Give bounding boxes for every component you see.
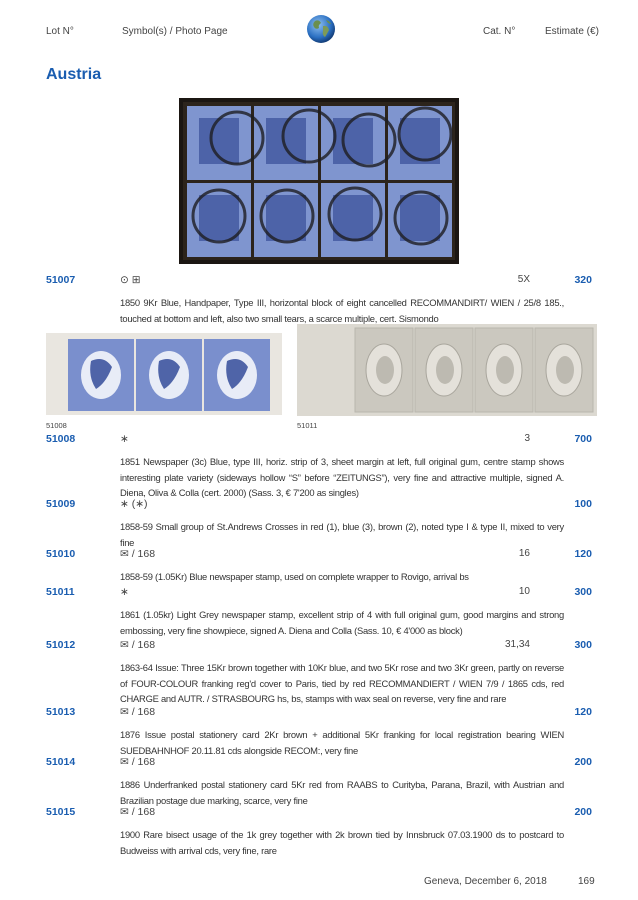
- lot-number: 51008: [46, 433, 76, 445]
- globe-icon: [306, 14, 336, 44]
- lot-symbols: ✉ / 168: [120, 706, 156, 718]
- lot-description: 1863-64 Issue: Three 15Kr brown together with 10Kr blue, and two 5Kr rose and two 3Kr green, partly on reverse of FOUR-COLOUR franking reg'd cover to Paris, tied by red RECOMMANDIERT / WIEN 7/9 / 1865 cds, red CHARGE and AUTR. / STRASBOURG hs, bs, stamps with wax seal on reverse, very fine and rare: [120, 662, 564, 704]
- lot-symbols: ∗: [120, 433, 129, 445]
- lot-estimate: 100: [574, 498, 592, 510]
- lot-estimate: 320: [574, 274, 592, 286]
- lot-51008-photo: [46, 333, 282, 415]
- lot-description: 1858-59 (1.05Kr) Blue newspaper stamp, used on complete wrapper to Rovigo, arrival bs: [120, 571, 469, 582]
- lot-number: 51013: [46, 706, 76, 718]
- photo-caption-right: 51011: [297, 421, 318, 430]
- lot-estimate: 200: [574, 806, 592, 818]
- lot-description: 1858-59 Small group of St.Andrews Crosses in red (1), blue (3), brown (2), noted type I & type II, mixed to very fine: [120, 521, 564, 548]
- lot-description: 1900 Rare bisect usage of the 1k grey together with 2k brown tied by Innsbruck 07.03.1900 ds to postcard to Budweiss with arrival cds, very fine, rare: [120, 829, 564, 856]
- lot-catalogue-number: 10: [518, 586, 530, 597]
- lot-51007-photo: [179, 98, 459, 264]
- page-number: 169: [578, 876, 595, 887]
- lot-symbols: ✉ / 168: [120, 639, 156, 651]
- lot-number: 51009: [46, 498, 76, 510]
- lot-51011-photo: [297, 324, 597, 416]
- lot-symbols: ✉ / 168: [120, 756, 156, 768]
- lot-description: 1876 Issue postal stationery card 2Kr brown + additional 5Kr franking for local registration bearing WIEN SUEDBAHNHOF 20.11.81 cds alongside RECOM:, very fine: [120, 729, 564, 756]
- section-title: Austria: [46, 66, 102, 83]
- lot-number: 51014: [46, 756, 76, 768]
- lot-symbols: ⊙ ⊞: [120, 274, 141, 286]
- lot-estimate: 300: [574, 639, 592, 651]
- lot-number: 51007: [46, 274, 76, 286]
- header-lot-label: Lot N°: [46, 26, 74, 37]
- lot-description: 1861 (1.05kr) Light Grey newspaper stamp, excellent strip of 4 with full original gum, good margins and strong embossing, very fine showpiece, signed A. Diena and Colla (Sass. 10, € 4'000 as block): [120, 609, 564, 636]
- lot-estimate: 200: [574, 756, 592, 768]
- lot-catalogue-number: 31,34: [504, 639, 530, 650]
- lot-description: 1886 Underfranked postal stationery card 5Kr red from RAABS to Curityba, Parana, Brazil, with Austrian and Brazilian postage due marking, scarce, very fine: [120, 779, 564, 806]
- lot-catalogue-number: 3: [524, 433, 530, 444]
- header-estimate-label: Estimate (€): [545, 26, 599, 37]
- lot-description: 1850 9Kr Blue, Handpaper, Type III, horizontal block of eight cancelled RECOMMANDIRT/ WIEN / 25/8 185., touched at bottom and left, also two small tears, a scarce multiple, cert. Sismondo: [120, 297, 564, 324]
- lot-catalogue-number: 5X: [517, 274, 530, 285]
- photo-caption-left: 51008: [46, 421, 67, 430]
- lot-number: 51015: [46, 806, 76, 818]
- lot-symbols: ✉ / 168: [120, 548, 156, 560]
- lot-number: 51012: [46, 639, 76, 651]
- header-symbols-label: Symbol(s) / Photo Page: [122, 26, 228, 37]
- header-cat-label: Cat. N°: [483, 26, 516, 37]
- lot-symbols: ✉ / 168: [120, 806, 156, 818]
- footer-location-date: Geneva, December 6, 2018: [424, 876, 547, 887]
- lot-estimate: 700: [574, 433, 592, 445]
- lot-symbols: ∗: [120, 586, 129, 598]
- lot-estimate: 300: [574, 586, 592, 598]
- lot-catalogue-number: 16: [518, 548, 530, 559]
- lot-symbols: ∗ (∗): [120, 498, 148, 510]
- lot-estimate: 120: [574, 548, 592, 560]
- lot-estimate: 120: [574, 706, 592, 718]
- lot-number: 51011: [46, 586, 75, 598]
- lot-description: 1851 Newspaper (3c) Blue, type III, horiz. strip of 3, sheet margin at left, full original gum, centre stamp shows interesting plate variety (sideways hollow “S” before “ZEITUNGS”), very fine and attractive multiple, signed A. Diena, Oliva & Colla (cert. 2000) (Sass. 3, € 7'200 as singles): [120, 456, 564, 498]
- lot-number: 51010: [46, 548, 76, 560]
